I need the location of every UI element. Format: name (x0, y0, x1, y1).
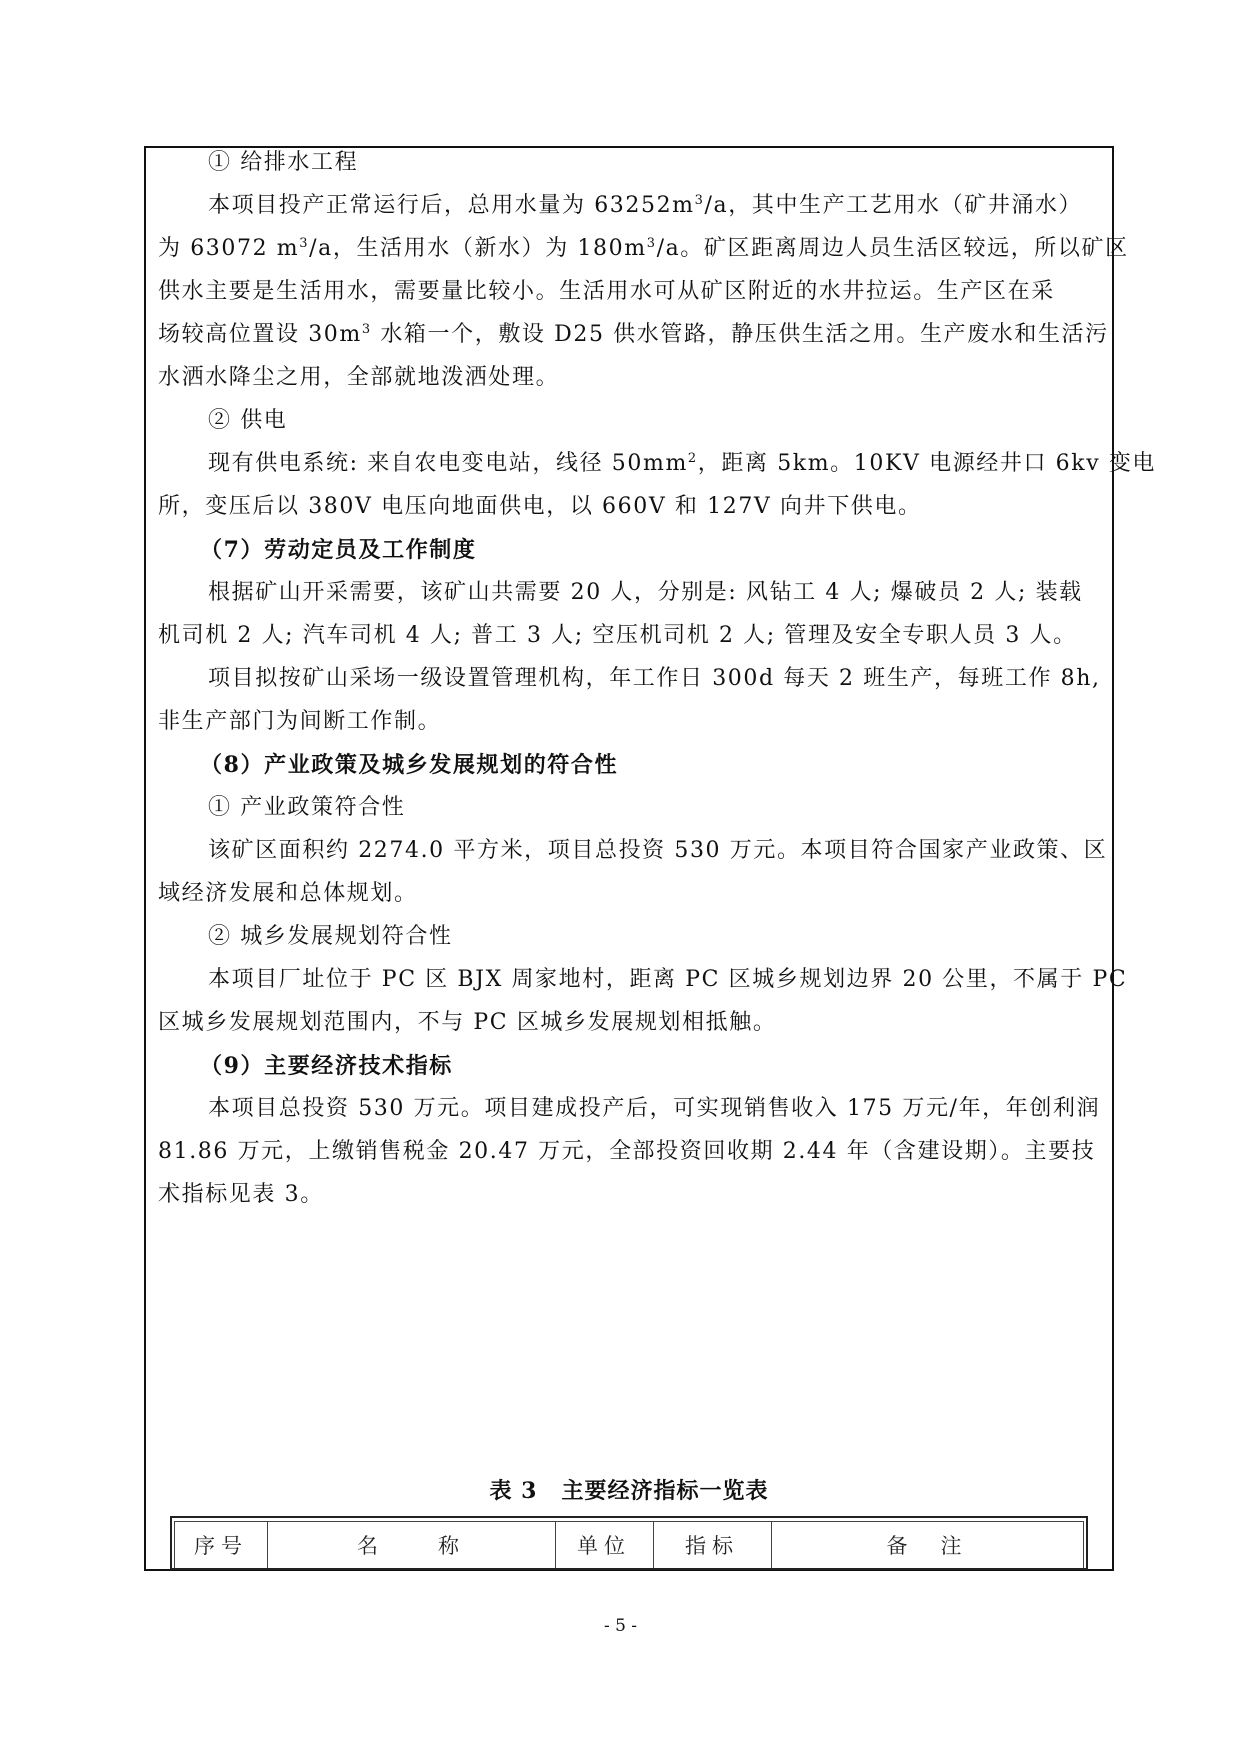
econ-line-1: 本项目总投资 530 万元。项目建成投产后，可实现销售收入 175 万元/年，年创利润 (208, 1096, 1101, 1121)
labor-line-4: 非生产部门为间断工作制。 (158, 709, 442, 734)
labor-line-2: 机司机 2 人; 汽车司机 4 人; 普工 3 人; 空压机司机 2 人; 管理及安全专职人员 3 人。 (158, 623, 1077, 648)
econ-heading: （9）主要经济技术指标 (200, 1053, 453, 1079)
table-caption (144, 1476, 1114, 1506)
water-heading: ① 给排水工程 (208, 150, 359, 175)
page-number: - 5 - (603, 1616, 638, 1636)
table-header-name: 名 称 (267, 1522, 556, 1568)
table-header-indicator: 指标 (653, 1522, 772, 1568)
power-line-1: 现有供电系统: 来自农电变电站，线径 $50mm^2$，距离 5km。10KV 电源经井口 6kv 变电 (208, 451, 1157, 476)
table-label: 表 3 (489, 1478, 538, 1504)
policy-sub1-heading: ① 产业政策符合性 (208, 795, 406, 820)
water-line-5: 水洒水降尘之用，全部就地泼洒处理。 (158, 365, 560, 390)
water-line-4: 场较高位置设 $30m^3$ 水箱一个，敷设 D25 供水管路，静压供生活之用。生产废水和生活污 (158, 322, 1109, 347)
water-line-1: 本项目投产正常运行后，总用水量为 $63252m^3/a$，其中生产工艺用水（矿井涌水） (208, 193, 1083, 218)
labor-heading: （7）劳动定员及工作制度 (200, 537, 477, 563)
econ-line-3: 术指标见表 3。 (158, 1182, 324, 1207)
labor-line-1: 根据矿山开采需要，该矿山共需要 20 人，分别是: 风钻工 4 人; 爆破员 2 人; 装载 (208, 580, 1083, 605)
table-title: 主要经济指标一览表 (561, 1478, 769, 1504)
power-heading: ② 供电 (208, 408, 288, 433)
labor-line-3: 项目拟按矿山采场一级设置管理机构，年工作日 300d 每天 2 班生产，每班工作 8h, (208, 666, 1101, 691)
table-header-remark: 备 注 (886, 1534, 968, 1558)
policy-sub1-line-1: 该矿区面积约 2274.0 平方米，项目总投资 530 万元。本项目符合国家产业政策、区 (208, 838, 1108, 863)
water-line-3: 供水主要是生活用水，需要量比较小。生活用水可从矿区附近的水井拉运。生产区在采 (158, 279, 1055, 304)
policy-sub1-line-2: 域经济发展和总体规划。 (158, 881, 418, 906)
table-header-seq: 序号 (175, 1522, 268, 1568)
policy-heading: （8）产业政策及城乡发展规划的符合性 (200, 752, 619, 778)
power-line-2: 所，变压后以 380V 电压向地面供电，以 660V 和 127V 向井下供电。 (158, 494, 922, 519)
water-line-2: 为 63072 $m^3/a$，生活用水（新水）为 $180m^3/a$。矿区距离周边人员生活区较远，所以矿区 (158, 236, 1129, 261)
policy-sub2-heading: ② 城乡发展规划符合性 (208, 924, 453, 949)
policy-sub2-line-1: 本项目厂址位于 PC 区 BJX 周家地村，距离 PC 区城乡规划边界 20 公里，不属于 PC (208, 967, 1128, 992)
econ-table (170, 1516, 1088, 1570)
table-header-unit: 单位 (555, 1522, 654, 1568)
econ-line-2: 81.86 万元，上缴销售税金 20.47 万元，全部投资回收期 2.44 年（含建设期）。主要技 (158, 1139, 1096, 1164)
policy-sub2-line-2: 区城乡发展规划范围内，不与 PC 区城乡发展规划相抵触。 (158, 1010, 777, 1035)
